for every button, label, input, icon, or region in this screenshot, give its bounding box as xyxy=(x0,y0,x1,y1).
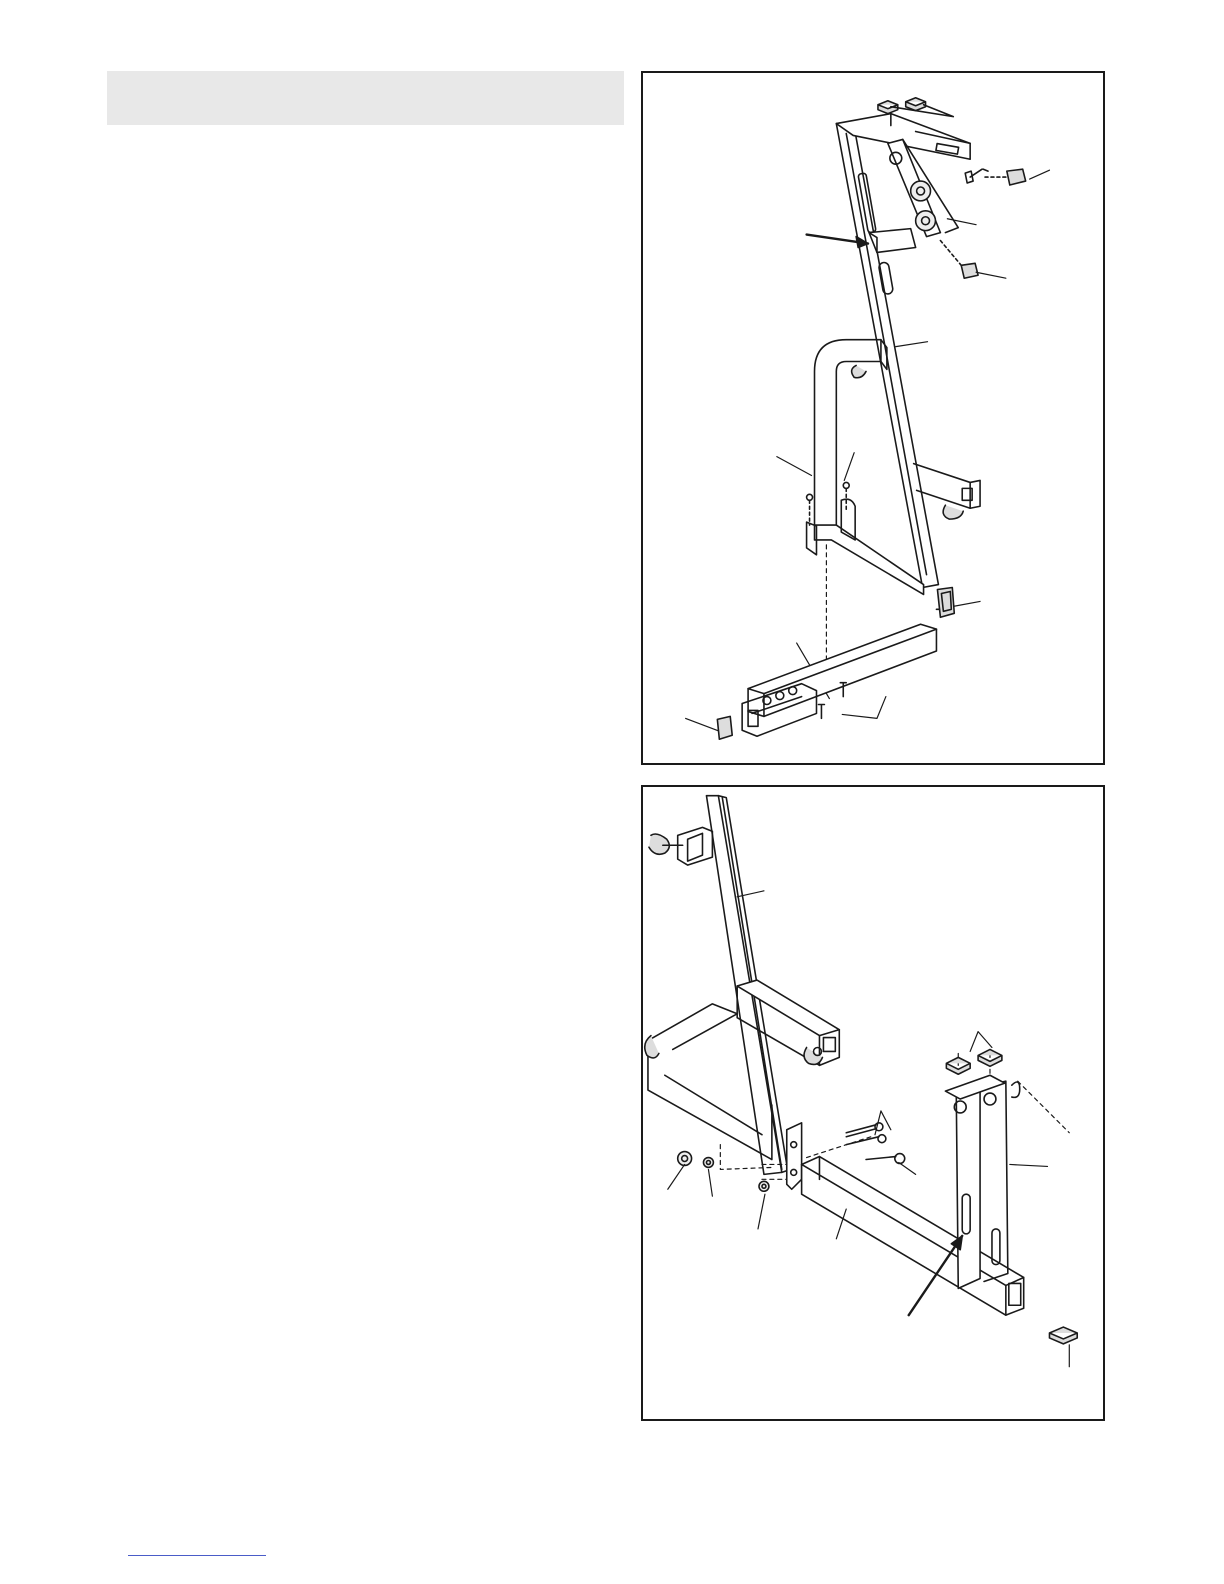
small-bolts xyxy=(807,482,850,525)
bottom-bracket xyxy=(807,499,924,594)
base-tube xyxy=(802,1157,1024,1316)
side-arm xyxy=(914,464,980,520)
bracket-plate xyxy=(787,1123,802,1189)
section-header-bar xyxy=(107,71,624,125)
lower-arm xyxy=(869,229,916,253)
front-post xyxy=(815,340,887,525)
end-cap xyxy=(1049,1327,1077,1344)
top-caps xyxy=(946,1049,1002,1074)
bolts xyxy=(846,1123,904,1164)
footer-link-underline xyxy=(128,1555,266,1556)
assembly-drawing-2 xyxy=(643,787,1103,1419)
assembly-figure-2 xyxy=(641,785,1105,1421)
pointer-arrow xyxy=(807,235,868,248)
base-tube xyxy=(748,624,936,716)
nuts-washers xyxy=(678,1152,769,1192)
assembly-figure-1 xyxy=(641,71,1105,765)
assembly-drawing-1 xyxy=(643,73,1103,763)
side-caps xyxy=(940,169,1025,278)
top-arm xyxy=(649,827,712,865)
pin xyxy=(965,169,988,183)
